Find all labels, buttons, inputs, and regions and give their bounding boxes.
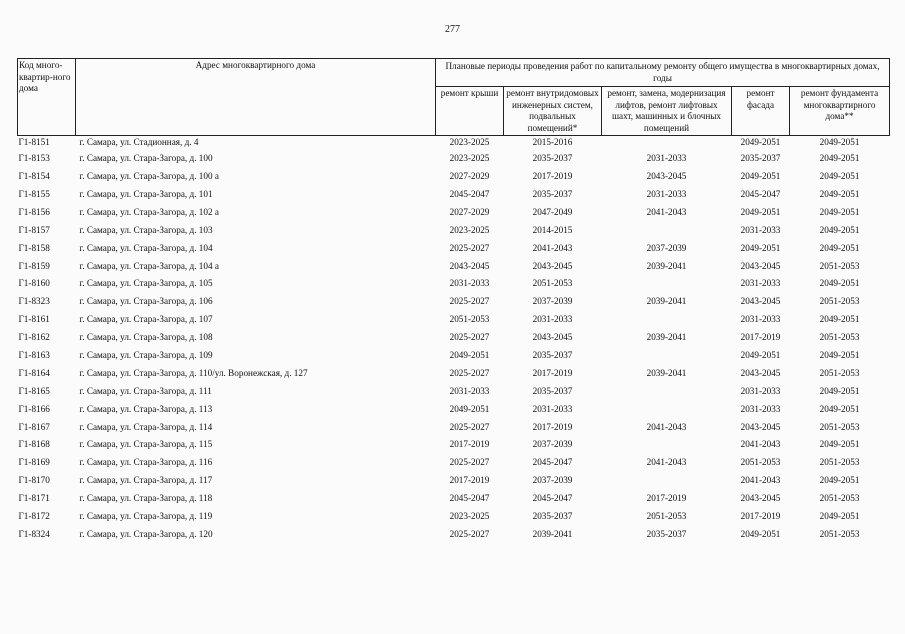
row-facade: 2031-2033 xyxy=(740,224,781,235)
row-facade: 2049-2051 xyxy=(740,528,781,539)
row-foundation: 2049-2051 xyxy=(819,439,860,450)
row-code: Г1-8168 xyxy=(18,439,50,450)
table-row xyxy=(18,222,890,240)
row-code: Г1-8160 xyxy=(18,278,50,289)
row-facade: 2049-2051 xyxy=(740,206,781,217)
table-row xyxy=(18,204,890,222)
row-address: г. Самара, ул. Стара-Загора, д. 110/ул. Воронежская, д. 127 xyxy=(79,367,308,378)
row-foundation: 2049-2051 xyxy=(819,349,860,360)
row-address: г. Самара, ул. Стара-Загора, д. 102 а xyxy=(79,206,219,217)
row-facade: 2031-2033 xyxy=(740,403,781,414)
row-foundation: 2049-2051 xyxy=(819,475,860,486)
row-foundation: 2049-2051 xyxy=(819,171,860,182)
row-roof: 2031-2033 xyxy=(449,278,490,289)
row-code: Г1-8171 xyxy=(18,493,50,504)
table-row xyxy=(18,365,890,383)
row-address: г. Самара, ул. Стара-Загора, д. 119 xyxy=(79,511,213,521)
row-code: Г1-8151 xyxy=(18,137,50,148)
row-roof: 2025-2027 xyxy=(449,332,490,343)
row-roof: 2027-2029 xyxy=(449,171,490,182)
row-code: Г1-8157 xyxy=(18,224,50,235)
row-facade: 2043-2045 xyxy=(740,367,781,378)
row-foundation: 2049-2051 xyxy=(819,188,860,199)
row-facade: 2045-2047 xyxy=(740,188,781,199)
row-roof: 2045-2047 xyxy=(449,493,490,504)
row-elevators xyxy=(602,347,732,365)
row-foundation: 2049-2051 xyxy=(819,403,860,414)
row-internal-systems: 2047-2049 xyxy=(532,206,573,217)
row-address: г. Самара, ул. Стара-Загора, д. 104 xyxy=(79,242,213,253)
table-row xyxy=(18,347,890,365)
table-row xyxy=(18,311,890,329)
table-row xyxy=(18,436,890,454)
table-body xyxy=(18,136,890,544)
row-roof: 2031-2033 xyxy=(449,385,490,396)
row-roof: 2043-2045 xyxy=(449,260,490,271)
row-elevators xyxy=(602,383,732,401)
row-foundation: 2049-2051 xyxy=(819,224,860,235)
row-internal-systems: 2014-2015 xyxy=(532,224,573,235)
row-address: г. Самара, ул. Стара-Загора, д. 116 xyxy=(79,457,213,468)
row-elevators: 2043-2045 xyxy=(646,171,687,182)
row-address: г. Самара, ул. Стара-Загора, д. 100 а xyxy=(79,171,219,182)
row-elevators: 2031-2033 xyxy=(646,188,687,199)
row-address: г. Самара, ул. Стара-Загора, д. 100 xyxy=(79,153,213,164)
capital-repair-table xyxy=(17,58,890,544)
row-foundation: 2049-2051 xyxy=(819,314,860,325)
row-roof: 2025-2027 xyxy=(449,528,490,539)
row-foundation: 2051-2053 xyxy=(819,367,860,378)
row-internal-systems: 2017-2019 xyxy=(532,171,573,182)
row-code: Г1-8155 xyxy=(18,188,50,199)
table-row xyxy=(18,293,890,311)
header-elevators: ремонт, замена, модернизация лифтов, ремонт лифтовых шахт, машинных и блочных помещений xyxy=(602,87,732,136)
table-row xyxy=(18,136,890,151)
row-facade: 2043-2045 xyxy=(740,493,781,504)
row-facade: 2041-2043 xyxy=(740,475,781,486)
header-foundation: ремонт фундамента многоквартирного дома** xyxy=(790,87,890,136)
row-facade: 2031-2033 xyxy=(740,385,781,396)
row-address: г. Самара, ул. Стара-Загора, д. 120 xyxy=(79,528,213,539)
row-internal-systems: 2035-2037 xyxy=(532,188,573,199)
row-code: Г1-8161 xyxy=(18,314,50,325)
row-elevators xyxy=(602,136,732,151)
row-roof: 2049-2051 xyxy=(449,403,490,414)
page-number: 277 xyxy=(445,24,460,35)
row-roof: 2023-2025 xyxy=(449,224,490,235)
row-roof: 2023-2025 xyxy=(449,511,490,521)
row-foundation: 2049-2051 xyxy=(819,153,860,164)
table-row xyxy=(18,472,890,490)
table-row xyxy=(18,418,890,436)
table-row xyxy=(18,383,890,401)
row-address: г. Самара, ул. Стара-Загора, д. 104 а xyxy=(79,260,219,271)
row-elevators xyxy=(602,472,732,490)
row-internal-systems: 2031-2033 xyxy=(532,314,573,325)
row-internal-systems: 2015-2016 xyxy=(532,137,573,148)
row-elevators: 2031-2033 xyxy=(646,153,687,164)
row-address: г. Самара, ул. Стара-Загора, д. 111 xyxy=(79,385,212,396)
row-roof: 2023-2025 xyxy=(449,137,490,148)
row-foundation: 2051-2053 xyxy=(819,260,860,271)
row-code: Г1-8164 xyxy=(18,367,50,378)
row-address: г. Самара, ул. Стара-Загора, д. 106 xyxy=(79,296,213,307)
row-roof: 2025-2027 xyxy=(449,457,490,468)
row-elevators: 2041-2043 xyxy=(646,206,687,217)
row-address: г. Самара, ул. Стара-Загора, д. 107 xyxy=(79,314,213,325)
row-address: г. Самара, ул. Стара-Загора, д. 113 xyxy=(79,403,213,414)
row-address: г. Самара, ул. Стара-Загора, д. 114 xyxy=(79,421,213,432)
row-roof: 2025-2027 xyxy=(449,296,490,307)
row-code: Г1-8170 xyxy=(18,475,50,486)
row-facade: 2049-2051 xyxy=(740,242,781,253)
row-address: г. Самара, ул. Стара-Загора, д. 118 xyxy=(79,493,213,504)
row-internal-systems: 2035-2037 xyxy=(532,511,573,521)
row-internal-systems: 2051-2053 xyxy=(532,278,573,289)
row-roof: 2025-2027 xyxy=(449,242,490,253)
header-facade: ремонт фасада xyxy=(732,87,790,136)
row-elevators: 2039-2041 xyxy=(646,260,687,271)
row-internal-systems: 2043-2045 xyxy=(532,332,573,343)
row-elevators: 2041-2043 xyxy=(646,421,687,432)
row-internal-systems: 2035-2037 xyxy=(532,153,573,164)
row-foundation: 2049-2051 xyxy=(819,242,860,253)
row-roof: 2025-2027 xyxy=(449,367,490,378)
row-roof: 2045-2047 xyxy=(449,188,490,199)
row-elevators: 2051-2053 xyxy=(646,511,687,521)
row-address: г. Самара, ул. Стара-Загора, д. 101 xyxy=(79,188,213,199)
row-facade: 2031-2033 xyxy=(740,278,781,289)
row-foundation: 2049-2051 xyxy=(819,511,860,521)
row-address: г. Самара, ул. Стадионная, д. 4 xyxy=(79,137,199,148)
row-elevators: 2037-2039 xyxy=(646,242,687,253)
row-code: Г1-8324 xyxy=(18,528,50,539)
row-elevators: 2039-2041 xyxy=(646,332,687,343)
row-facade: 2041-2043 xyxy=(740,439,781,450)
row-facade: 2049-2051 xyxy=(740,171,781,182)
row-foundation: 2051-2053 xyxy=(819,457,860,468)
row-elevators xyxy=(602,400,732,418)
table-row xyxy=(18,275,890,293)
row-code: Г1-8163 xyxy=(18,349,50,360)
row-internal-systems: 2031-2033 xyxy=(532,403,573,414)
header-code: Код много-квартир-ного дома xyxy=(18,59,76,136)
row-roof: 2017-2019 xyxy=(449,475,490,486)
row-facade: 2049-2051 xyxy=(740,137,781,148)
row-facade: 2043-2045 xyxy=(740,296,781,307)
row-internal-systems: 2043-2045 xyxy=(532,260,573,271)
row-roof: 2027-2029 xyxy=(449,206,490,217)
row-roof: 2025-2027 xyxy=(449,421,490,432)
row-facade: 2043-2045 xyxy=(740,260,781,271)
row-elevators: 2035-2037 xyxy=(646,528,687,539)
row-roof: 2017-2019 xyxy=(449,439,490,450)
header-roof: ремонт крыши xyxy=(436,87,504,136)
row-code: Г1-8167 xyxy=(18,421,50,432)
row-facade: 2049-2051 xyxy=(740,349,781,360)
row-foundation: 2049-2051 xyxy=(819,385,860,396)
row-roof: 2049-2051 xyxy=(449,349,490,360)
row-code: Г1-8153 xyxy=(18,153,50,164)
table-row xyxy=(18,508,890,526)
row-facade: 2017-2019 xyxy=(740,332,781,343)
table-row xyxy=(18,239,890,257)
row-code: Г1-8159 xyxy=(18,260,50,271)
row-internal-systems: 2045-2047 xyxy=(532,493,573,504)
row-address: г. Самара, ул. Стара-Загора, д. 117 xyxy=(79,475,213,486)
row-foundation: 2051-2053 xyxy=(819,528,860,539)
row-foundation: 2051-2053 xyxy=(819,493,860,504)
header-plan-periods: Плановые периоды проведения работ по капитальному ремонту общего имущества в многоквартирных домах, годы xyxy=(436,59,890,87)
row-facade: 2017-2019 xyxy=(740,511,781,521)
row-address: г. Самара, ул. Стара-Загора, д. 105 xyxy=(79,278,213,289)
row-roof: 2051-2053 xyxy=(449,314,490,325)
row-address: г. Самара, ул. Стара-Загора, д. 103 xyxy=(79,224,213,235)
row-roof: 2023-2025 xyxy=(449,153,490,164)
row-foundation: 2051-2053 xyxy=(819,296,860,307)
row-code: Г1-8172 xyxy=(18,511,50,521)
table-row xyxy=(18,454,890,472)
row-facade: 2043-2045 xyxy=(740,421,781,432)
row-code: Г1-8154 xyxy=(18,171,50,182)
header-address: Адрес многоквартирного дома xyxy=(76,59,436,136)
table-row xyxy=(18,168,890,186)
row-code: Г1-8165 xyxy=(18,385,50,396)
row-internal-systems: 2037-2039 xyxy=(532,296,573,307)
row-elevators: 2017-2019 xyxy=(646,493,687,504)
row-facade: 2051-2053 xyxy=(740,457,781,468)
row-address: г. Самара, ул. Стара-Загора, д. 115 xyxy=(79,439,213,450)
row-elevators xyxy=(602,436,732,454)
row-elevators xyxy=(602,222,732,240)
row-elevators: 2041-2043 xyxy=(646,457,687,468)
table-row xyxy=(18,526,890,544)
table-header xyxy=(18,59,890,136)
header-internal-systems: ремонт внутридомовых инженерных систем, подвальных помещений* xyxy=(504,87,602,136)
row-foundation: 2049-2051 xyxy=(819,206,860,217)
row-facade: 2035-2037 xyxy=(740,153,781,164)
row-address: г. Самара, ул. Стара-Загора, д. 109 xyxy=(79,349,213,360)
row-internal-systems: 2017-2019 xyxy=(532,421,573,432)
row-internal-systems: 2037-2039 xyxy=(532,475,573,486)
row-code: Г1-8158 xyxy=(18,242,50,253)
table-row xyxy=(18,329,890,347)
row-foundation: 2051-2053 xyxy=(819,332,860,343)
row-foundation: 2051-2053 xyxy=(819,421,860,432)
row-internal-systems: 2045-2047 xyxy=(532,457,573,468)
row-foundation: 2049-2051 xyxy=(819,137,860,148)
row-internal-systems: 2035-2037 xyxy=(532,349,573,360)
row-elevators xyxy=(602,311,732,329)
row-internal-systems: 2037-2039 xyxy=(532,439,573,450)
row-internal-systems: 2035-2037 xyxy=(532,385,573,396)
table-row xyxy=(18,400,890,418)
table-row xyxy=(18,186,890,204)
row-code: Г1-8156 xyxy=(18,206,50,217)
row-elevators: 2039-2041 xyxy=(646,367,687,378)
row-facade: 2031-2033 xyxy=(740,314,781,325)
table-row xyxy=(18,490,890,508)
table-row xyxy=(18,150,890,168)
row-code: Г1-8162 xyxy=(18,332,50,343)
row-elevators xyxy=(602,275,732,293)
row-code: Г1-8323 xyxy=(18,296,50,307)
row-code: Г1-8169 xyxy=(18,457,50,468)
row-address: г. Самара, ул. Стара-Загора, д. 108 xyxy=(79,332,213,343)
row-internal-systems: 2041-2043 xyxy=(532,242,573,253)
row-internal-systems: 2039-2041 xyxy=(532,528,573,539)
row-elevators: 2039-2041 xyxy=(646,296,687,307)
table-row xyxy=(18,257,890,275)
row-internal-systems: 2017-2019 xyxy=(532,367,573,378)
row-foundation: 2049-2051 xyxy=(819,278,860,289)
row-code: Г1-8166 xyxy=(18,403,50,414)
